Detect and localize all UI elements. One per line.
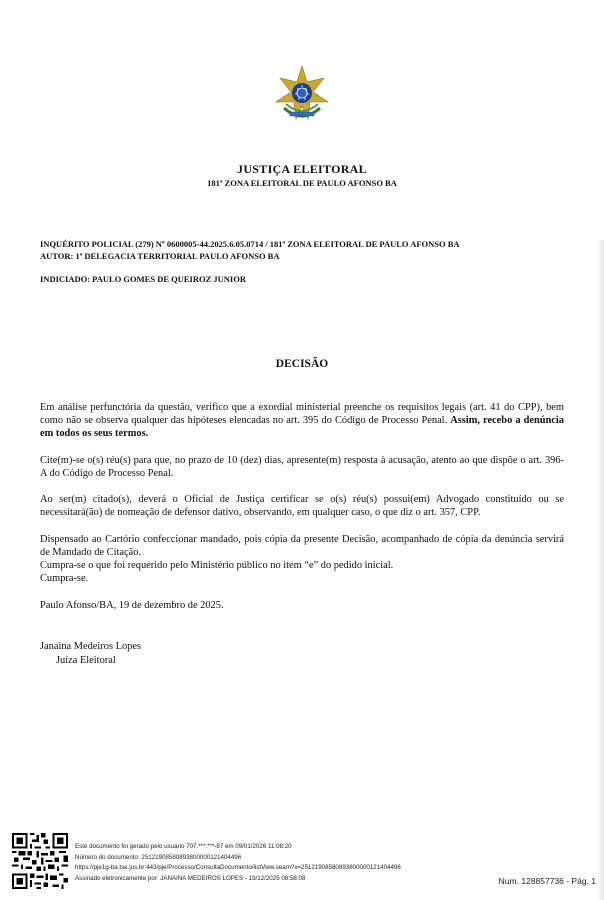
signer-role: Juíza Eleitoral [56,655,116,666]
footer-document-number: Número do documento: 25121908580893800000121404496 [75,854,242,861]
signer-name: Janaina Medeiros Lopes [40,641,141,652]
court-title: JUSTIÇA ELEITORAL [237,162,367,176]
place-date: Paulo Afonso/BA, 19 de dezembro de 2025. [40,600,224,611]
decision-paragraph-5: Cumpra-se o que foi requerido pelo Ministério público no item “e” do pedido inicial. [40,560,394,571]
decision-paragraph-4: Dispensado ao Cartório confeccionar mandado, pois cópia da presente Decisão, acompanhado de cópia da denúncia servirá de Mandado de Citação. [40,534,564,558]
page-edge-shadow [598,240,604,900]
paragraph-1-emphasis: Assim, recebo a denúncia em todos os seus termos. [40,415,564,439]
footer-generated-by: Este documento foi gerado pelo usuário 707.***.***-87 em 09/01/2026 11:08:20 [75,843,292,850]
footer-document-url[interactable]: https://pje1g-ba.tse.jus.br:443/pje/Processo/ConsultaDocumento/listView.seam?x=25121908580893800000121404496 [75,864,401,871]
paragraph-1-text: Em análise perfunctória da questão, verifico que a exordial ministerial preenche os requisitos legais (art. 41 do CPP), bem como não se observa qualquer das hipóteses elencadas no art. 395 do Código de Processo Penal. [40,402,564,426]
page-number: Num. 128857736 - Pág. 1 [498,876,596,886]
case-inquiry-line: INQUÉRITO POLICIAL (279) Nº 0600005-44.2025.6.05.0714 / 181ª ZONA ELEITORAL DE PAULO AFONSO BA [40,239,460,249]
footer-signed-by: Assinado eletronicamente por: JANAINA MEDEIROS LOPES - 19/12/2025 08:58:08 [75,875,306,882]
decision-title: DECISÃO [275,358,329,370]
case-indicted-line: INDICIADO: PAULO GOMES DE QUEIROZ JUNIOR [40,274,246,284]
case-author-line: AUTOR: 1ª DELEGACIA TERRITORIAL PAULO AFONSO BA [40,251,280,261]
decision-paragraph-1 [40,401,564,440]
coat-of-arms-icon [272,64,332,124]
decision-paragraph-3: Ao ser(m) citado(s), deverá o Oficial de Justiça certificar se o(s) réu(s) possui(em) Advogado constituído ou se necessitará(ão) de nomeação de defensor dativo, observando, em qualquer caso, o que diz o art. 357, CPP. [40,494,564,518]
qr-code-icon [12,833,68,889]
decision-paragraph-6: Cumpra-se. [40,573,89,584]
decision-paragraph-2: Cite(m)-se o(s) réu(s) para que, no prazo de 10 (dez) dias, apresente(m) resposta à acusação, atento ao que dispõe o art. 396-A do Código de Processo Penal. [40,455,564,479]
court-zone: 181ª ZONA ELEITORAL DE PAULO AFONSO BA [207,178,397,188]
